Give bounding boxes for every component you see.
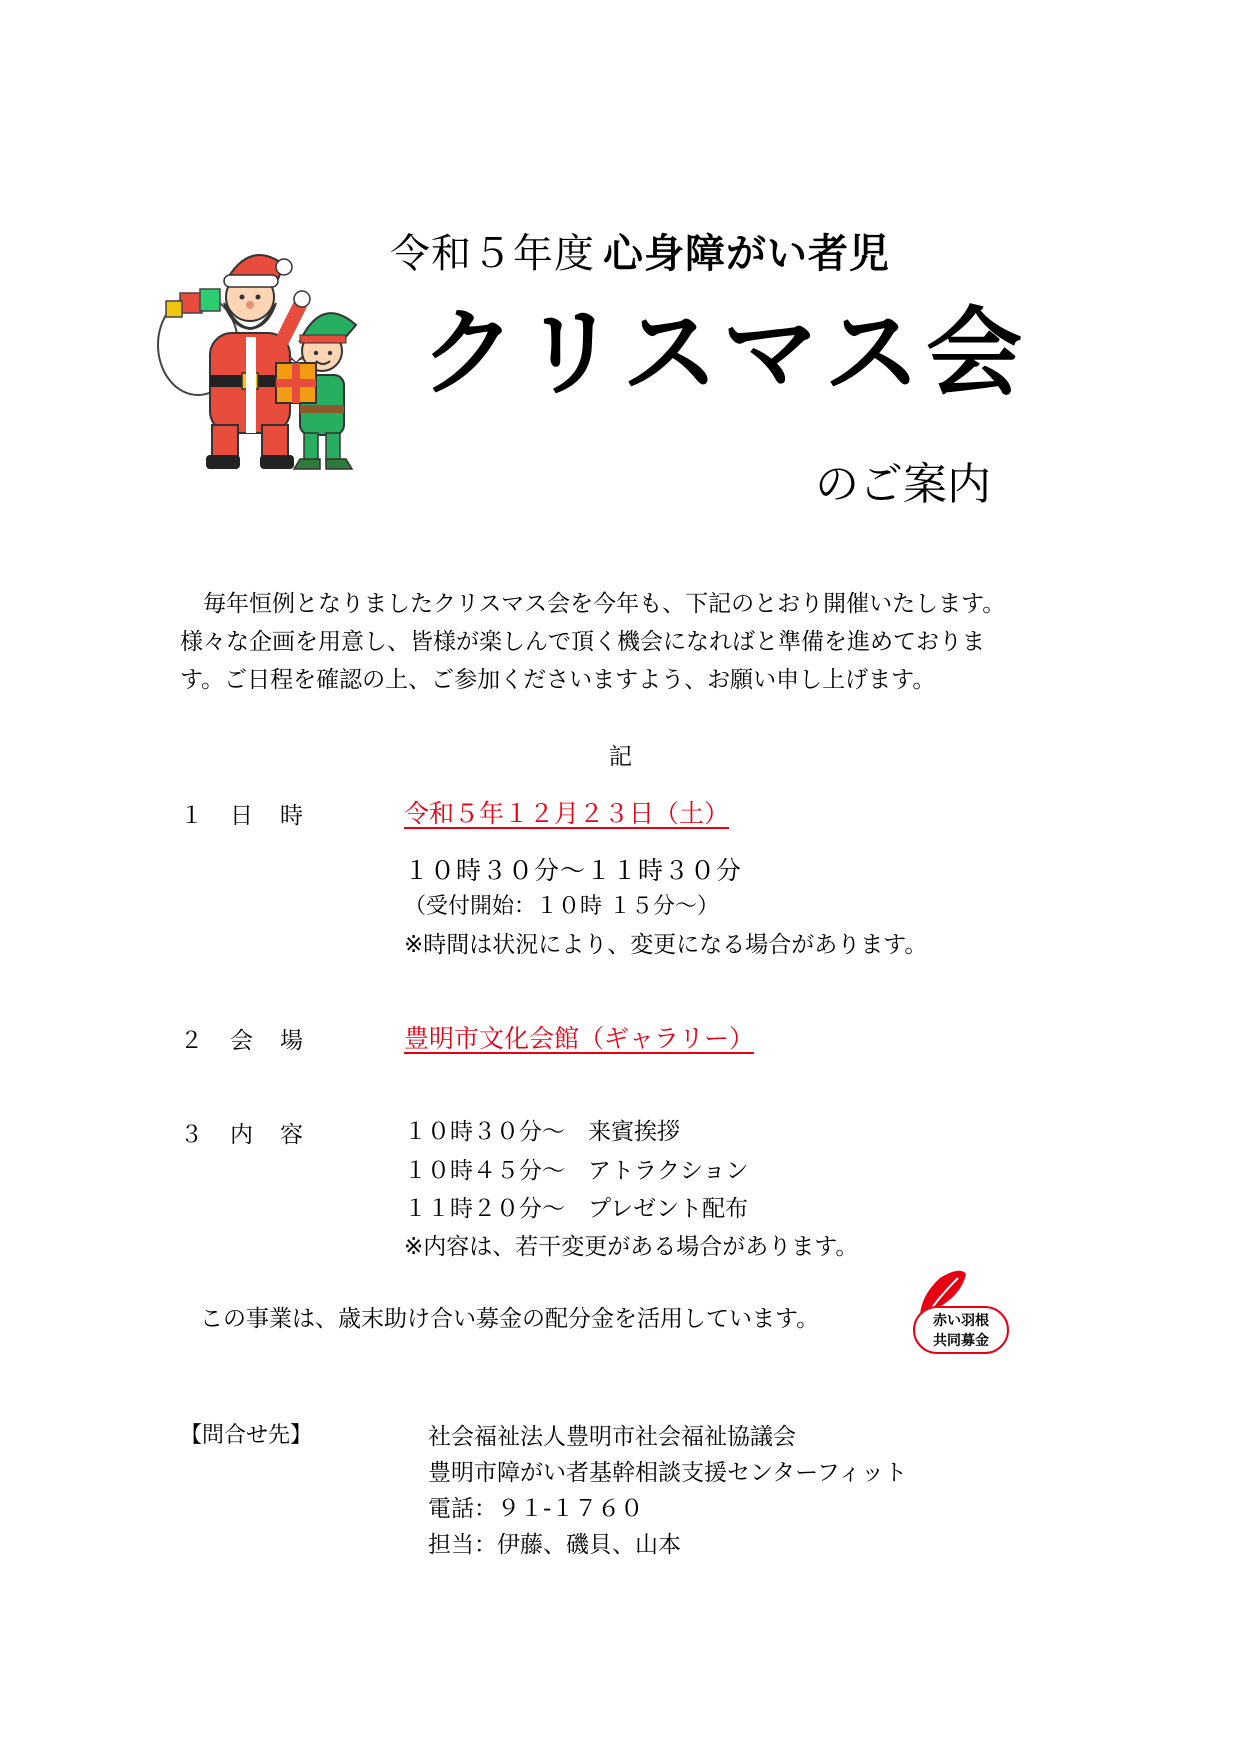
event-date: 令和５年１２月２３日（土） xyxy=(404,799,730,828)
schedule-item: １０時３０分～ 来賓挨拶 xyxy=(404,1119,680,1145)
contact-org: 社会福祉法人豊明市社会福祉協議会 xyxy=(428,1424,796,1450)
venue-label: ２ 会 場 xyxy=(180,1028,305,1054)
badge-line-1: 赤い羽根 xyxy=(933,1313,989,1329)
intro-line-3: す。ご日程を確認の上、ご参加くださいますよう、お願い申し上げます。 xyxy=(180,667,936,693)
datetime-label: １ 日 時 xyxy=(180,803,305,829)
red-feather-badge xyxy=(905,1268,1015,1358)
subsidy-notice: この事業は、歳末助け合い募金の配分金を活用しています。 xyxy=(200,1306,820,1332)
reception-time: （受付開始：１０時 １５分～） xyxy=(404,894,719,919)
intro-paragraph xyxy=(180,585,1080,699)
intro-line-1: 毎年恒例となりましたクリスマス会を今年も、下記のとおり開催いたします。 xyxy=(203,591,1006,617)
contact-staff: 担当：伊藤、磯貝、山本 xyxy=(428,1532,681,1558)
contact-label: 【問合せ先】 xyxy=(180,1423,313,1448)
page-title: クリスマス会 xyxy=(420,297,1029,409)
badge-line-2: 共同募金 xyxy=(933,1333,989,1349)
schedule-item: １１時２０分～ プレゼント配布 xyxy=(404,1196,749,1222)
subtitle-main: 心身障がい者児 xyxy=(603,231,890,277)
datetime-note: ※時間は状況により、変更になる場合があります。 xyxy=(404,932,928,958)
ki-heading: 記 xyxy=(609,744,632,770)
event-subtitle xyxy=(390,222,890,279)
badge-label-box xyxy=(913,1306,1009,1354)
venue-name: 豊明市文化会館（ギャラリー） xyxy=(404,1024,755,1053)
subtitle-prefix: 令和５年度 xyxy=(390,231,595,277)
contact-phone: 電話：９１-１７６０ xyxy=(428,1496,644,1522)
intro-line-2: 様々な企画を用意し、皆様が楽しんで頂く機会になればと準備を進めておりま xyxy=(180,629,985,655)
page-title-suffix: のご案内 xyxy=(815,459,991,510)
event-time: １０時３０分～１１時３０分 xyxy=(404,856,743,885)
contact-center: 豊明市障がい者基幹相談支援センターフィット xyxy=(428,1460,908,1486)
content-note: ※内容は、若干変更がある場合があります。 xyxy=(404,1234,859,1260)
santa-elf-illustration xyxy=(150,245,410,505)
content-label: ３ 内 容 xyxy=(180,1122,305,1148)
schedule-item: １０時４５分～ アトラクション xyxy=(404,1158,749,1184)
